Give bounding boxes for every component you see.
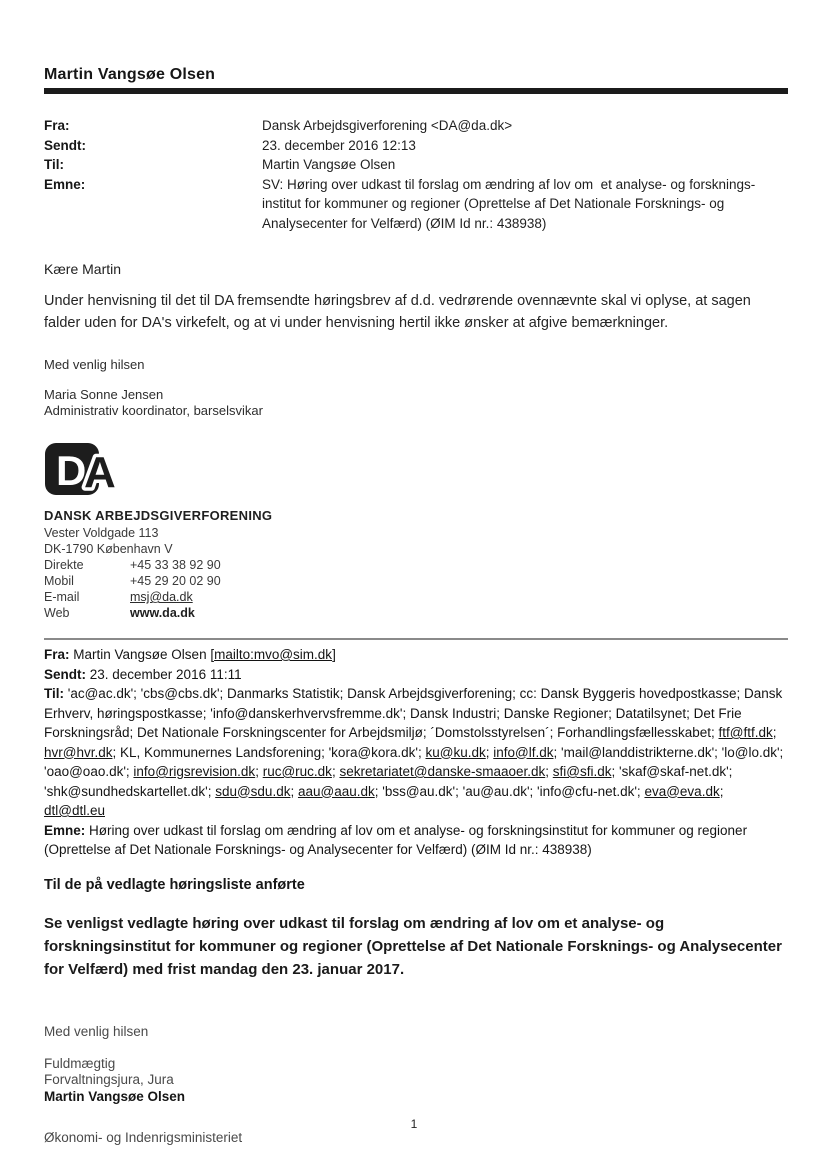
quoted-header-emne — [44, 821, 788, 860]
email2-header-block — [44, 645, 788, 860]
quoted-email-divider — [44, 638, 788, 640]
sender-name: Martin Vangsøe Olsen — [44, 1088, 186, 1104]
sender-title: Administrativ koordinator, barselsvikar — [44, 402, 263, 418]
quoted-header-fra — [44, 645, 788, 665]
quoted-header-text: ; — [255, 764, 263, 779]
quoted-header-text: ; 'skaf@skaf-net.dk'; 'shk@sundhedskartellet.dk'; — [44, 764, 733, 799]
organization-name: DANSK ARBEJDSGIVERFORENING — [44, 508, 273, 523]
quoted-header-text: ; — [772, 725, 777, 740]
address-line1: Vester Voldgade 113 — [44, 526, 159, 540]
header-row-emne — [44, 175, 788, 234]
email-link[interactable]: ruc@ruc.dk — [262, 764, 332, 779]
page-title: Martin Vangsøe Olsen — [44, 66, 216, 83]
email2-signature — [44, 1056, 788, 1106]
contact-row-email — [44, 589, 788, 605]
quoted-header-text: Martin Vangsøe Olsen [ — [73, 647, 215, 662]
sender-title-line1: Fuldmægtig — [44, 1055, 116, 1071]
header-label-sendt: Sendt: — [44, 137, 86, 153]
email2-salutation: Til de på vedlagte høringsliste anførte — [44, 876, 305, 893]
email-link[interactable]: ftf@ftf.dk — [718, 725, 773, 740]
header-value-til: Martin Vangsøe Olsen — [262, 157, 396, 172]
da-logo — [44, 440, 788, 498]
page-number: 1 — [410, 1117, 418, 1131]
quoted-header-text: Høring over udkast til forslag om ændring af lov om et analyse- og forskningsinstitut for kommuner og regioner (Oprettelse af Det Nationale Forsknings- og Analysecenter for Velfærd) (ØIM Id nr.: 438938) — [44, 822, 748, 857]
contact-row-web — [44, 605, 788, 621]
header-label-fra: Fra: — [44, 118, 70, 133]
website-link[interactable]: www.da.dk — [130, 606, 195, 620]
quoted-header-text: ] — [332, 647, 336, 662]
ministry-name: Økonomi- og Indenrigsministeriet — [44, 1130, 243, 1145]
phone-mobile: +45 29 20 02 90 — [130, 574, 221, 588]
email-link[interactable]: mailto:mvo@sim.dk — [214, 647, 333, 662]
contact-row-direkte — [44, 557, 788, 573]
quoted-header-text: ; — [331, 764, 340, 779]
email-link[interactable]: sdu@sdu.dk — [215, 783, 291, 799]
quoted-header-text: ; 'mail@landdistrikterne.dk'; 'lo@lo.dk'; 'oao@oao.dk'; — [44, 744, 784, 779]
email-link[interactable]: sfi@sfi.dk — [552, 764, 612, 779]
header-value-emne: SV: Høring over udkast til forslag om ændring af lov om et analyse- og forskningsinstitut for kommuner og regioner (Oprettelse af Det Nationale Forsknings- og Analysecenter for Velfærd) (ØIM Id nr.: 438938) — [262, 176, 756, 231]
quoted-header-til — [44, 684, 788, 821]
contact-label: Direkte — [44, 558, 84, 572]
header-value-sendt: 23. december 2016 12:13 — [262, 137, 416, 153]
email1-header-block — [44, 116, 788, 233]
email-link[interactable]: sekretariatet@danske-smaaoer.dk — [339, 764, 546, 779]
contact-row-mobil — [44, 573, 788, 589]
contact-label: Mobil — [44, 574, 74, 588]
quoted-header-label: Emne: — [44, 822, 90, 838]
quoted-header-text: ; KL, Kommunernes Landsforening; 'kora@kora.dk'; — [112, 744, 426, 760]
svg-text:D: D — [56, 447, 87, 494]
header-row-sendt — [44, 136, 788, 156]
email1-body: Under henvisning til det til DA fremsendte høringsbrev af d.d. vedrørende ovennævnte skal vi oplyse, at sagen falder uden for DA's virkefelt, og at vi under henvisning hertil ikke ønsker at afgive bemærkninger. — [44, 293, 751, 331]
sender-name: Maria Sonne Jensen — [44, 387, 164, 402]
title-divider — [44, 88, 788, 94]
quoted-header-text: ; — [485, 744, 494, 760]
email-link[interactable]: msj@da.dk — [130, 590, 193, 604]
quoted-header-text: 'ac@ac.dk'; 'cbs@cbs.dk'; Danmarks Statistik; Dansk Arbejdsgiverforening; cc: Dansk Byggeris hovedpostkasse; Dansk Erhverv, høringspostkasse; 'info@danskerhvervsfremme.dk'; Dansk Industri; Danske Regioner; Datatilsynet; Det Frie Forskningsråd; Det Nationale Forskningscenter for Arbejdsmiljø; ´Domstolsstyrelsen´; Forhandlingsfællesskabet; — [44, 686, 783, 740]
quoted-header-sendt — [44, 665, 788, 685]
email-link[interactable]: ku@ku.dk — [425, 744, 486, 760]
header-row-til — [44, 155, 788, 175]
email2-body: Se venligst vedlagte høring over udkast til forslag om ændring af lov om et analyse- og forskningsinstitut for kommuner og regioner (Oprettelse af Det Nationale Forsknings- og Analysecenter for Velfærd) med frist mandag den 23. januar 2017. — [44, 914, 782, 978]
header-label-til: Til: — [44, 157, 64, 172]
header-row-fra — [44, 116, 788, 136]
da-logo-icon — [44, 440, 164, 498]
quoted-header-text: 23. december 2016 11:11 — [89, 666, 242, 682]
quoted-header-text: ; — [290, 783, 298, 799]
email-link[interactable]: info@lf.dk — [493, 744, 554, 760]
email1-closing: Med venlig hilsen — [44, 357, 145, 372]
email-link[interactable]: hvr@hvr.dk — [44, 744, 113, 760]
quoted-header-label: Til: — [44, 686, 68, 701]
email1-signature — [44, 387, 788, 418]
address-line2: DK-1790 København V — [44, 542, 173, 556]
header-value-fra: Dansk Arbejdsgiverforening <DA@da.dk> — [262, 118, 513, 133]
quoted-header-label: Sendt: — [44, 666, 90, 682]
contact-label: E-mail — [44, 590, 80, 604]
header-label-emne: Emne: — [44, 176, 86, 192]
phone-direct: +45 33 38 92 90 — [130, 558, 221, 572]
email-link[interactable]: aau@aau.dk — [297, 783, 375, 799]
quoted-header-text: ; 'bss@au.dk'; 'au@au.dk'; 'info@cfu-net.dk'; — [374, 783, 645, 799]
quoted-header-text: ; — [545, 764, 553, 779]
svg-text:A: A — [84, 448, 116, 497]
email2-closing: Med venlig hilsen — [44, 1023, 149, 1039]
contact-label: Web — [44, 606, 70, 620]
email-link[interactable]: eva@eva.dk — [644, 783, 720, 799]
email-link[interactable]: dtl@dtl.eu — [44, 803, 105, 818]
quoted-header-label: Fra: — [44, 647, 74, 662]
contact-block — [44, 508, 788, 621]
quoted-header-text: ; — [719, 783, 724, 799]
greeting: Kære Martin — [44, 261, 122, 277]
sender-title-line2: Forvaltningsjura, Jura — [44, 1072, 174, 1087]
email-link[interactable]: info@rigsrevision.dk — [133, 764, 256, 779]
